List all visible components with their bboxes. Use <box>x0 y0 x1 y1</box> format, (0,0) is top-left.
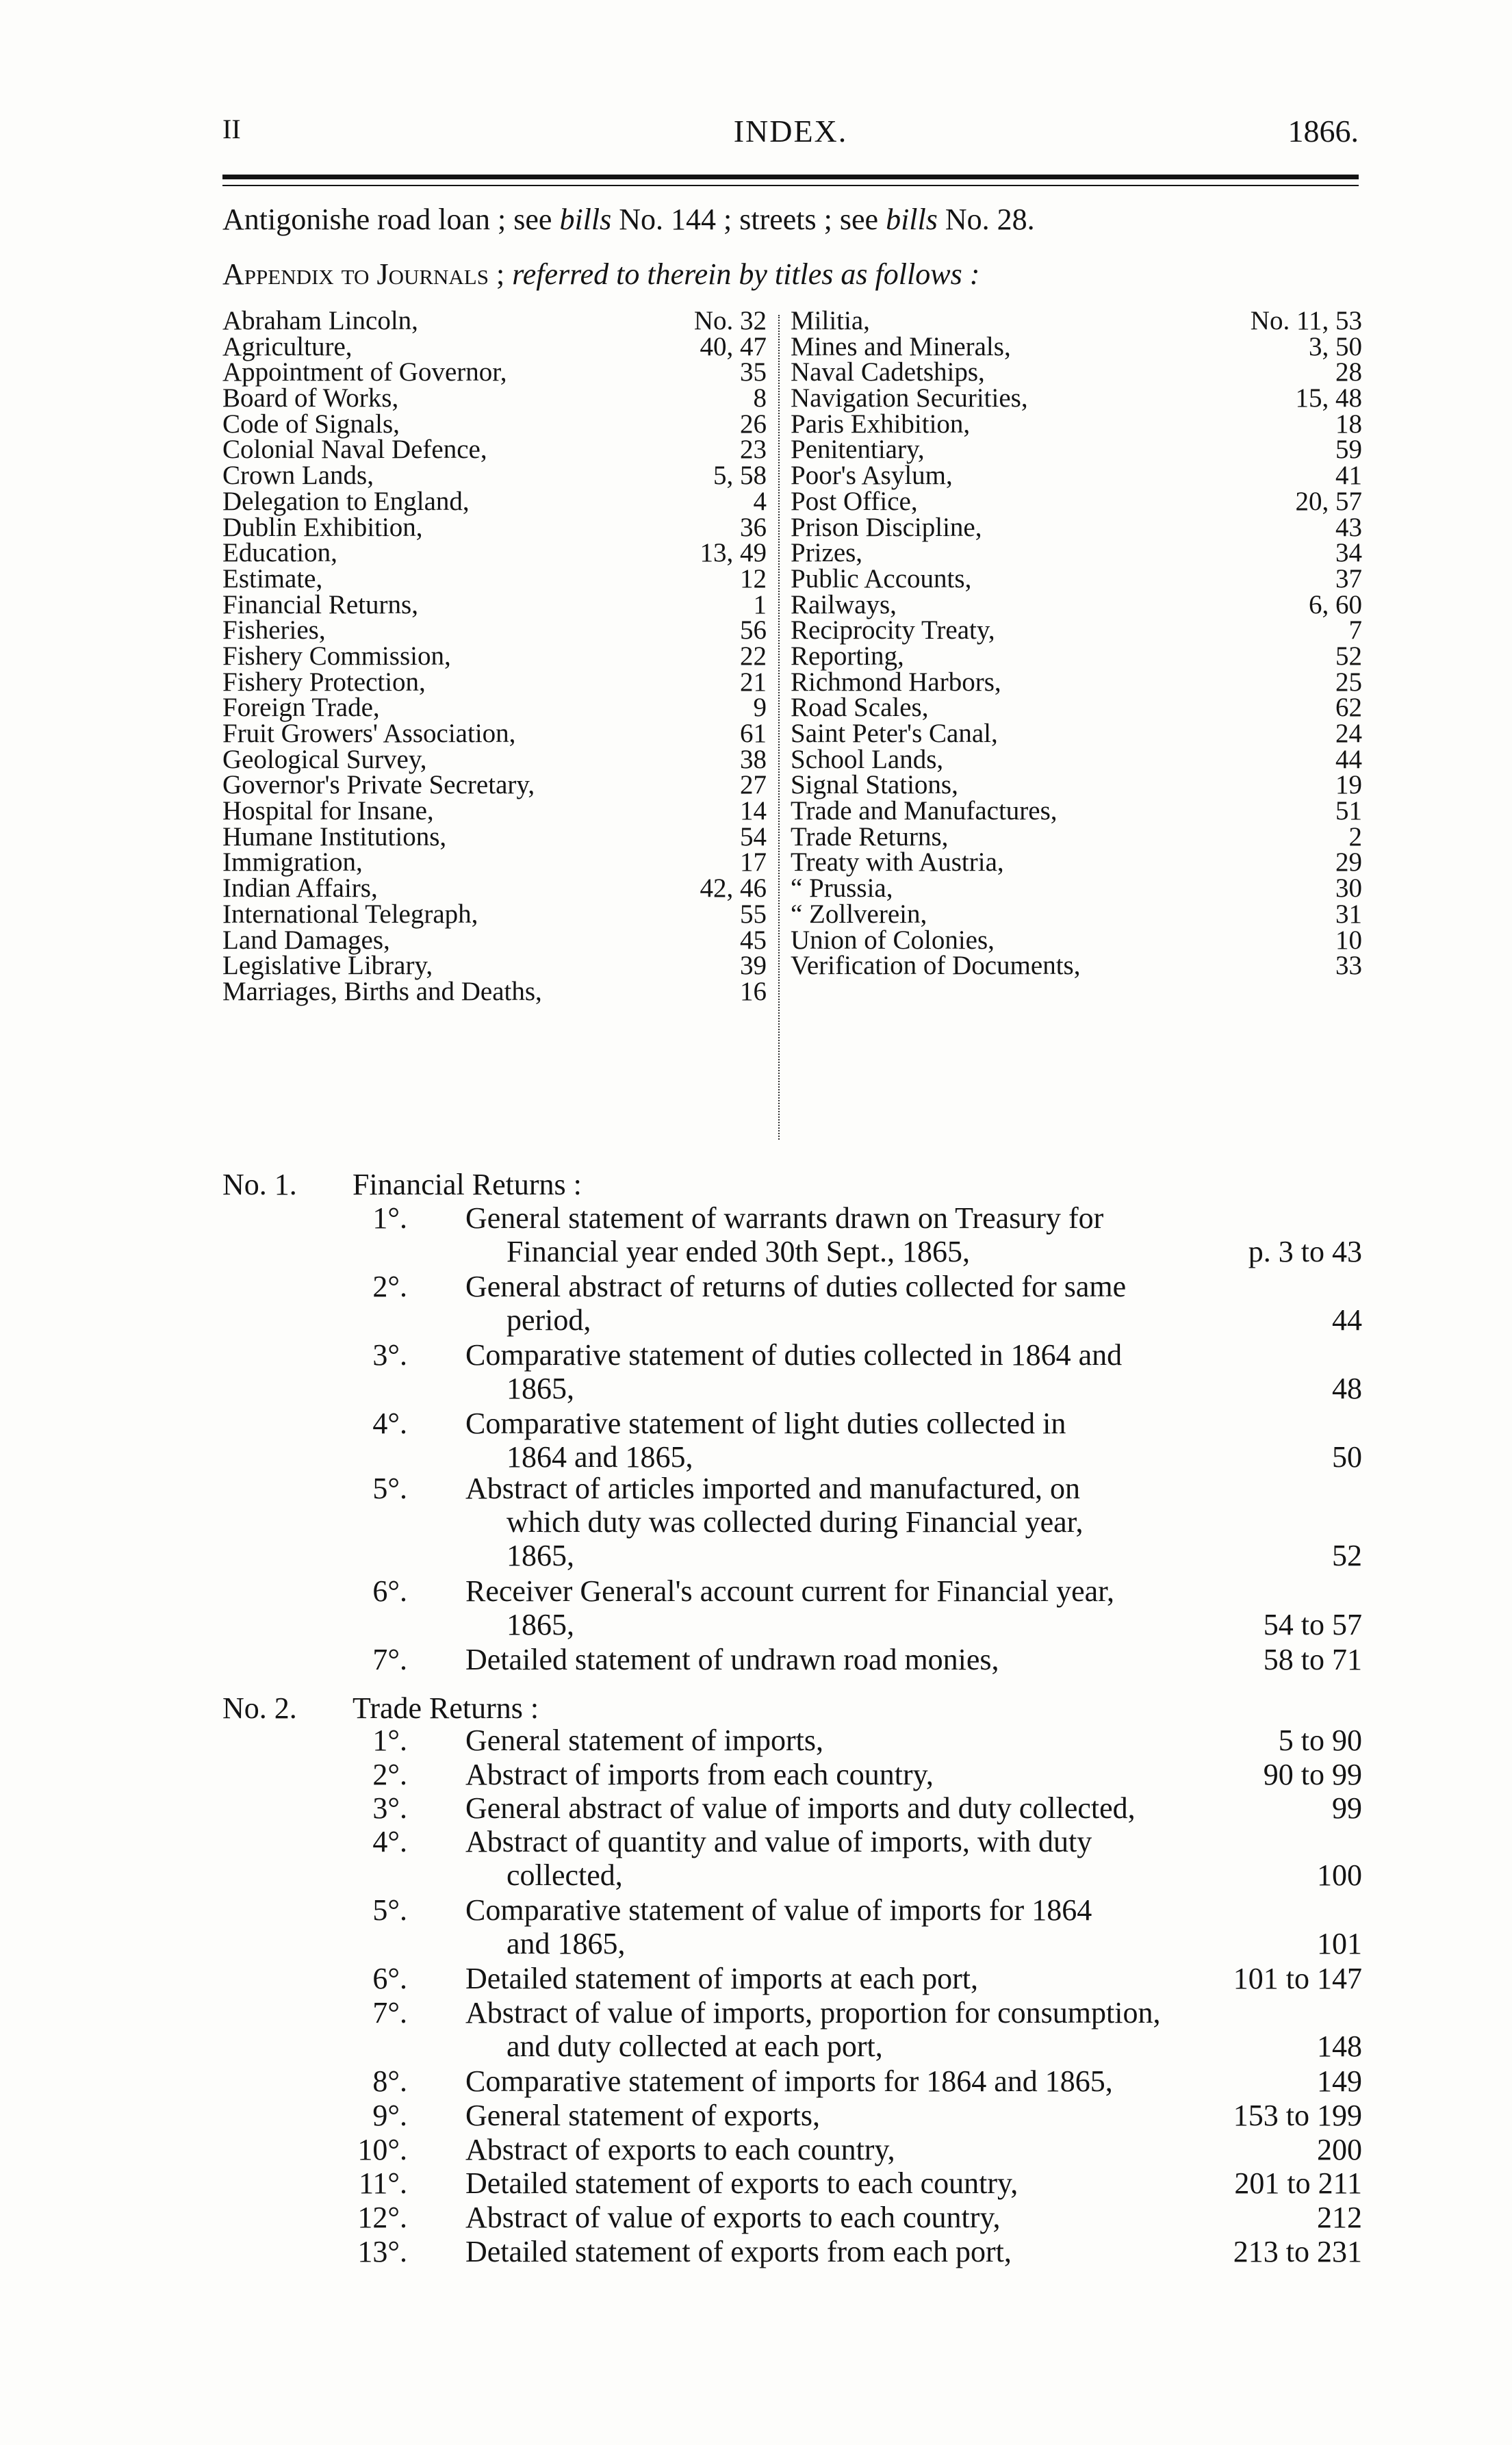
index-entry <box>222 976 767 1006</box>
entry-title: Indian Affairs, <box>222 873 378 904</box>
item-description <box>465 2166 1212 2200</box>
index-entry <box>791 308 1362 334</box>
entry-title: Penitentiary, <box>791 435 925 465</box>
index-entry <box>222 772 767 798</box>
index-entry <box>791 772 1362 798</box>
index-entry <box>222 953 767 979</box>
item-pages: p. 3 to 43 <box>1248 1235 1362 1268</box>
entry-title: Board of Works, <box>222 383 399 413</box>
entry-number: 45 <box>740 925 767 955</box>
entry-number: 42, 46 <box>700 873 767 904</box>
item-description <box>465 1407 1212 1474</box>
index-entry <box>791 617 1362 643</box>
entry-title: Land Damages, <box>222 925 390 955</box>
item-text-line: Detailed statement of exports to each country, <box>465 2166 1018 2200</box>
entry-title: Public Accounts, <box>791 563 972 593</box>
entry-number: 37 <box>1335 563 1362 593</box>
item-ordinal: 3°. <box>372 1791 407 1825</box>
item-text-line: Abstract of value of exports to each country, <box>465 2201 1001 2234</box>
entry-number: 41 <box>1335 461 1362 491</box>
page-number: II <box>222 114 241 144</box>
item-pages: 5 to 90 <box>1278 1724 1362 1757</box>
entry-title: Mines and Minerals, <box>791 331 1011 361</box>
index-entry <box>791 953 1362 979</box>
index-entry <box>222 563 767 593</box>
item-ordinal: 10°. <box>357 2133 407 2166</box>
index-entry <box>222 359 767 385</box>
entry-number: 51 <box>1335 796 1362 826</box>
index-entry <box>791 437 1362 463</box>
item-text-line: Abstract of articles imported and manufactured, on <box>465 1472 1081 1505</box>
item-ordinal: 7°. <box>372 1643 407 1676</box>
entry-number: 52 <box>1335 641 1362 671</box>
item-text-line: Financial year ended 30th Sept., 1865, <box>507 1235 970 1268</box>
entry-number: 12 <box>740 563 767 593</box>
entry-title: “ Zollverein, <box>791 899 927 929</box>
section-title: Trade Returns : <box>353 1691 539 1725</box>
entry-number: 28 <box>1335 357 1362 387</box>
entry-number: 26 <box>740 409 767 439</box>
page-header <box>222 113 1359 161</box>
entry-number: 17 <box>740 847 767 878</box>
entry-number: 29 <box>1335 847 1362 878</box>
item-text-line: 1865, <box>507 1372 574 1405</box>
item-description <box>465 1893 1212 1960</box>
item-ordinal: 11°. <box>359 2166 407 2200</box>
item-text-line: Comparative statement of imports for 1864 and 1865, <box>465 2064 1113 2098</box>
item-text-line: Detailed statement of imports at each port, <box>465 1962 978 1995</box>
index-entry <box>222 589 767 619</box>
index-entry <box>222 308 767 334</box>
index-entry <box>791 486 1362 516</box>
entry-number: 62 <box>1335 693 1362 723</box>
item-text-line: and 1865, <box>507 1927 626 1960</box>
antigonishe-entry: Antigonishe road loan ; see bills No. 144 ; streets ; see bills No. 28. <box>222 203 1035 236</box>
entry-number: 14 <box>740 796 767 826</box>
item-description <box>465 1270 1212 1337</box>
item-pages: 54 to 57 <box>1263 1608 1362 1641</box>
item-ordinal: 1°. <box>372 1201 407 1235</box>
item-pages: 212 <box>1317 2201 1362 2234</box>
item-description <box>465 1643 1212 1676</box>
entry-title: Financial Returns, <box>222 589 418 619</box>
entry-title: Estimate, <box>222 563 323 593</box>
entry-title: Crown Lands, <box>222 461 374 491</box>
entry-number: 4 <box>753 486 767 516</box>
entry-number: 22 <box>740 641 767 671</box>
entry-number: 39 <box>740 951 767 981</box>
header-rule-thick <box>222 175 1359 179</box>
index-entry <box>222 463 767 489</box>
item-ordinal: 6°. <box>372 1962 407 1995</box>
entry-number: 56 <box>740 615 767 645</box>
entry-number: 18 <box>1335 409 1362 439</box>
entry-number: No. 32 <box>693 306 767 335</box>
item-ordinal: 2°. <box>372 1270 407 1303</box>
index-entry <box>791 463 1362 489</box>
item-ordinal: 5°. <box>372 1893 407 1927</box>
entry-number: 6, 60 <box>1309 589 1362 619</box>
item-pages: 52 <box>1332 1539 1362 1572</box>
entry-number: 9 <box>753 693 767 723</box>
section-number: No. 1. <box>222 1168 297 1201</box>
index-entry <box>222 643 767 669</box>
item-pages: 99 <box>1332 1791 1362 1825</box>
item-pages: 153 to 199 <box>1233 2099 1362 2132</box>
index-entry <box>791 643 1362 669</box>
entry-title: Union of Colonies, <box>791 925 995 955</box>
entry-number: 59 <box>1335 435 1362 465</box>
index-entry <box>791 385 1362 411</box>
entry-title: Signal Stations, <box>791 770 958 800</box>
item-text-line: which duty was collected during Financial year, <box>507 1505 1084 1539</box>
item-text-line: General statement of exports, <box>465 2099 821 2132</box>
entry-title: Reporting, <box>791 641 904 671</box>
index-entry <box>222 437 767 463</box>
item-text-line: and duty collected at each port, <box>507 2030 883 2063</box>
item-description <box>465 1791 1212 1825</box>
appendix-heading: Appendix to Journals ; referred to therein by titles as follows : <box>222 257 980 291</box>
entry-title: Fisheries, <box>222 615 326 645</box>
index-entry <box>791 821 1362 852</box>
entry-title: Verification of Documents, <box>791 951 1081 981</box>
item-ordinal: 2°. <box>372 1758 407 1791</box>
item-ordinal: 3°. <box>372 1338 407 1372</box>
item-description <box>465 1338 1212 1405</box>
index-entry <box>791 798 1362 824</box>
item-ordinal: 4°. <box>372 1825 407 1858</box>
entry-number: 21 <box>740 667 767 697</box>
entry-title: Prizes, <box>791 538 863 568</box>
index-entry <box>791 512 1362 542</box>
entry-title: Governor's Private Secretary, <box>222 770 535 800</box>
index-entry <box>791 589 1362 619</box>
entry-number: 34 <box>1335 538 1362 568</box>
entry-title: Appointment of Governor, <box>222 357 507 387</box>
item-description <box>465 2064 1212 2098</box>
item-ordinal: 13°. <box>357 2235 407 2268</box>
index-entry <box>222 411 767 437</box>
entry-title: Legislative Library, <box>222 951 433 981</box>
entry-title: Marriages, Births and Deaths, <box>222 976 542 1006</box>
item-text-line: period, <box>507 1303 591 1337</box>
index-entry <box>791 331 1362 361</box>
item-pages: 101 <box>1317 1927 1362 1960</box>
entry-title: Treaty with Austria, <box>791 847 1004 878</box>
index-entry <box>791 744 1362 774</box>
item-description <box>465 1574 1212 1641</box>
index-entry <box>791 847 1362 878</box>
index-entry <box>222 847 767 878</box>
entry-number: 23 <box>740 435 767 465</box>
item-text-line: General abstract of value of imports and duty collected, <box>465 1791 1136 1825</box>
item-text-line: General statement of warrants drawn on Treasury for <box>465 1201 1104 1235</box>
item-text-line: collected, <box>507 1858 623 1892</box>
item-text-line: General abstract of returns of duties collected for same <box>465 1270 1127 1303</box>
item-pages: 213 to 231 <box>1233 2235 1362 2268</box>
entry-title: Post Office, <box>791 486 918 516</box>
index-entry <box>791 695 1362 721</box>
item-description <box>465 2133 1212 2166</box>
item-pages: 101 to 147 <box>1233 1962 1362 1995</box>
entry-number: 55 <box>740 899 767 929</box>
entry-title: Geological Survey, <box>222 744 427 774</box>
item-pages: 100 <box>1317 1858 1362 1892</box>
entry-title: Paris Exhibition, <box>791 409 971 439</box>
column-divider <box>778 315 780 1140</box>
item-description <box>465 2235 1212 2268</box>
entry-title: Foreign Trade, <box>222 693 380 723</box>
entry-number: 5, 58 <box>713 461 767 491</box>
index-entry <box>791 669 1362 695</box>
item-ordinal: 1°. <box>372 1724 407 1757</box>
entry-title: Colonial Naval Defence, <box>222 435 487 465</box>
page-year: 1866. <box>1287 114 1359 149</box>
item-text-line: Detailed statement of exports from each port, <box>465 2235 1012 2268</box>
entry-number: 25 <box>1335 667 1362 697</box>
header-rule-thin <box>222 185 1359 186</box>
index-entry <box>222 721 767 747</box>
index-entry <box>222 385 767 411</box>
entry-title: Trade Returns, <box>791 821 949 852</box>
entry-title: Hospital for Insane, <box>222 796 434 826</box>
item-description <box>465 1758 1212 1791</box>
item-description <box>465 2201 1212 2234</box>
item-ordinal: 7°. <box>372 1996 407 2030</box>
item-text-line: Abstract of exports to each country, <box>465 2133 895 2166</box>
entry-title: Fishery Commission, <box>222 641 451 671</box>
index-entry <box>791 927 1362 953</box>
appendix-right-column <box>791 308 1362 979</box>
entry-number: 3, 50 <box>1309 331 1362 361</box>
index-entry <box>791 359 1362 385</box>
item-description <box>465 1472 1212 1572</box>
index-entry <box>791 901 1362 927</box>
entry-number: 1 <box>753 589 767 619</box>
item-text-line: General statement of imports, <box>465 1724 823 1757</box>
entry-title: Poor's Asylum, <box>791 461 953 491</box>
item-text-line: Comparative statement of value of imports for 1864 <box>465 1893 1092 1927</box>
item-text-line: Abstract of imports from each country, <box>465 1758 934 1791</box>
item-pages: 44 <box>1332 1303 1362 1337</box>
index-entry <box>222 512 767 542</box>
entry-number: 38 <box>740 744 767 774</box>
index-entry <box>222 486 767 516</box>
item-description <box>465 1962 1212 1995</box>
index-entry <box>791 540 1362 566</box>
index-entry <box>791 873 1362 904</box>
entry-title: Militia, <box>791 306 870 335</box>
item-text-line: 1865, <box>507 1608 574 1641</box>
page-title: INDEX. <box>733 114 848 149</box>
entry-number: 13, 49 <box>700 538 767 568</box>
item-text-line: Receiver General's account current for Financial year, <box>465 1574 1115 1608</box>
entry-title: Delegation to England, <box>222 486 470 516</box>
item-description <box>465 1825 1212 1892</box>
entry-title: Trade and Manufactures, <box>791 796 1058 826</box>
entry-title: Saint Peter's Canal, <box>791 719 998 748</box>
item-text-line: Comparative statement of light duties collected in <box>465 1407 1066 1440</box>
index-entry <box>222 331 767 361</box>
item-description <box>465 2099 1212 2132</box>
entry-number: 10 <box>1335 925 1362 955</box>
entry-title: Code of Signals, <box>222 409 400 439</box>
entry-title: Railways, <box>791 589 897 619</box>
section-number: No. 2. <box>222 1691 297 1725</box>
entry-number: 54 <box>740 821 767 852</box>
index-entry <box>791 411 1362 437</box>
entry-title: Road Scales, <box>791 693 929 723</box>
index-entry <box>222 669 767 695</box>
index-entry <box>222 540 767 566</box>
index-entry <box>222 798 767 824</box>
item-pages: 58 to 71 <box>1263 1643 1362 1676</box>
entry-number: 36 <box>740 512 767 542</box>
entry-number: No. 11, 53 <box>1250 306 1362 335</box>
item-pages: 149 <box>1317 2064 1362 2098</box>
entry-number: 2 <box>1348 821 1362 852</box>
item-description <box>465 1724 1212 1757</box>
index-entry <box>222 927 767 953</box>
entry-number: 30 <box>1335 873 1362 904</box>
entry-title: Fruit Growers' Association, <box>222 719 516 748</box>
entry-number: 24 <box>1335 719 1362 748</box>
item-pages: 148 <box>1317 2030 1362 2063</box>
item-ordinal: 9°. <box>372 2099 407 2132</box>
entry-title: Navigation Securities, <box>791 383 1028 413</box>
entry-number: 31 <box>1335 899 1362 929</box>
entry-title: “ Prussia, <box>791 873 893 904</box>
item-text-line: Abstract of value of imports, proportion for consumption, <box>465 1996 1161 2030</box>
item-ordinal: 8°. <box>372 2064 407 2098</box>
entry-title: Fishery Protection, <box>222 667 426 697</box>
entry-number: 61 <box>740 719 767 748</box>
item-ordinal: 6°. <box>372 1574 407 1608</box>
entry-title: International Telegraph, <box>222 899 478 929</box>
entry-number: 44 <box>1335 744 1362 774</box>
index-entry <box>222 744 767 774</box>
item-pages: 200 <box>1317 2133 1362 2166</box>
item-pages: 50 <box>1332 1440 1362 1474</box>
item-pages: 48 <box>1332 1372 1362 1405</box>
entry-title: Education, <box>222 538 337 568</box>
entry-number: 27 <box>740 770 767 800</box>
item-description <box>465 1201 1212 1268</box>
entry-title: Reciprocity Treaty, <box>791 615 995 645</box>
entry-title: Dublin Exhibition, <box>222 512 423 542</box>
entry-number: 19 <box>1335 770 1362 800</box>
entry-number: 7 <box>1348 615 1362 645</box>
item-ordinal: 5°. <box>372 1472 407 1505</box>
entry-number: 40, 47 <box>700 331 767 361</box>
entry-title: Abraham Lincoln, <box>222 306 418 335</box>
item-text-line: 1864 and 1865, <box>507 1440 693 1474</box>
index-entry <box>791 721 1362 747</box>
index-entry <box>222 695 767 721</box>
item-text-line: 1865, <box>507 1539 574 1572</box>
item-pages: 90 to 99 <box>1263 1758 1362 1791</box>
appendix-left-column <box>222 308 767 1005</box>
index-entry <box>791 563 1362 593</box>
index-entry <box>222 821 767 852</box>
entry-title: Immigration, <box>222 847 363 878</box>
index-entry <box>222 617 767 643</box>
entry-number: 35 <box>740 357 767 387</box>
item-pages: 201 to 211 <box>1234 2166 1362 2200</box>
section-title: Financial Returns : <box>353 1168 582 1201</box>
entry-title: Richmond Harbors, <box>791 667 1001 697</box>
item-text-line: Comparative statement of duties collected in 1864 and <box>465 1338 1123 1372</box>
entry-title: Humane Institutions, <box>222 821 447 852</box>
entry-number: 20, 57 <box>1295 486 1362 516</box>
entry-title: School Lands, <box>791 744 944 774</box>
item-text-line: Abstract of quantity and value of imports, with duty <box>465 1825 1092 1858</box>
entry-number: 15, 48 <box>1295 383 1362 413</box>
item-text-line: Detailed statement of undrawn road monies, <box>465 1643 999 1676</box>
item-ordinal: 4°. <box>372 1407 407 1440</box>
entry-number: 33 <box>1335 951 1362 981</box>
index-entry <box>222 873 767 904</box>
entry-number: 16 <box>740 976 767 1006</box>
entry-title: Prison Discipline, <box>791 512 982 542</box>
item-description <box>465 1996 1212 2063</box>
item-ordinal: 12°. <box>357 2201 407 2234</box>
entry-title: Naval Cadetships, <box>791 357 985 387</box>
entry-number: 43 <box>1335 512 1362 542</box>
entry-title: Agriculture, <box>222 331 353 361</box>
index-entry <box>222 901 767 927</box>
entry-number: 8 <box>753 383 767 413</box>
